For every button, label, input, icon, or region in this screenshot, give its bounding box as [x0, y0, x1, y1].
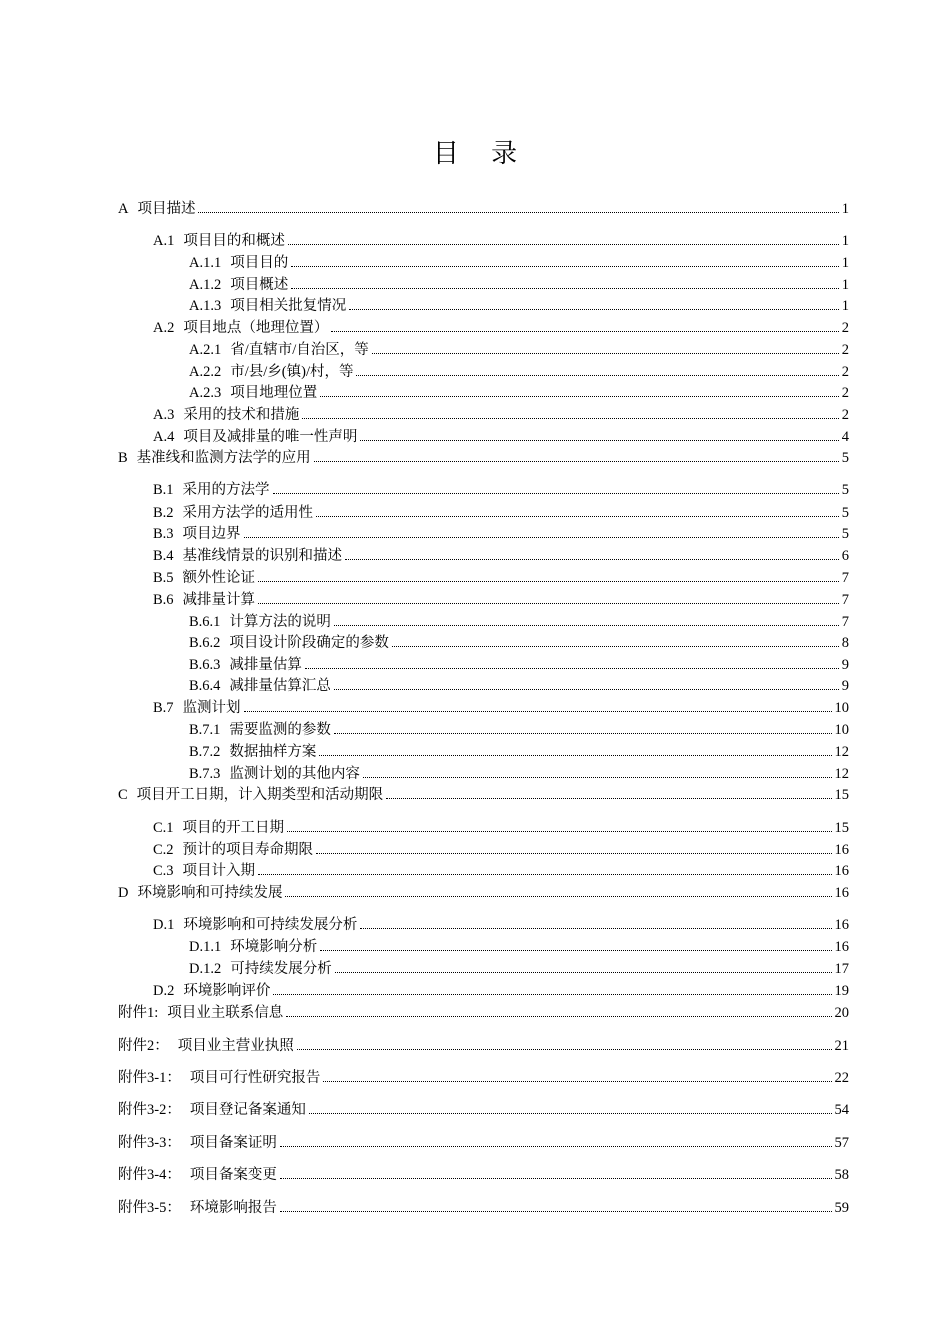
- dot-leader: [360, 440, 838, 441]
- toc-entry-page: 17: [834, 961, 849, 977]
- toc-entry[interactable]: [0, 742, 950, 762]
- dot-leader: [258, 603, 839, 604]
- toc-entry-label: [118, 1133, 277, 1153]
- toc-entry-label: [189, 340, 369, 360]
- toc-entry-page: 2: [841, 342, 849, 358]
- toc-entry-text: 环境影响评价: [183, 983, 271, 999]
- toc-entry-label: [153, 568, 255, 588]
- toc-entry[interactable]: [0, 427, 950, 447]
- toc-entry-label: [118, 883, 282, 903]
- dot-leader: [280, 1211, 832, 1212]
- toc-entry-text: 采用的技术和措施: [183, 407, 300, 423]
- toc-entry[interactable]: [0, 362, 950, 382]
- toc-entry-number: B.5: [153, 570, 174, 586]
- toc-entry-label: [153, 698, 241, 718]
- toc-entry-page: 5: [841, 526, 849, 542]
- toc-entry-page: 2: [841, 407, 849, 423]
- toc-entry-number: B.7.1: [189, 722, 221, 738]
- toc-entry-text: 环境影响和可持续发展: [137, 885, 283, 901]
- toc-entry[interactable]: [0, 1036, 950, 1056]
- toc-entry-label: [153, 503, 313, 523]
- toc-entry-text: 基准线和监测方法学的应用: [136, 450, 311, 466]
- toc-entry-page: 10: [834, 722, 849, 738]
- toc-entry-number: D.2: [153, 983, 175, 999]
- toc-entry[interactable]: [0, 840, 950, 860]
- dot-leader: [349, 309, 839, 310]
- toc-entry[interactable]: [0, 1165, 950, 1185]
- toc-entry-label: [118, 199, 195, 219]
- toc-entry-number: 附件2：: [118, 1038, 169, 1054]
- toc-entry-label: [153, 480, 270, 500]
- toc-entry-text: 项目备案证明: [189, 1135, 277, 1151]
- toc-entry-page: 12: [834, 766, 849, 782]
- toc-entry-page: 5: [841, 505, 849, 521]
- toc-entry[interactable]: [0, 296, 950, 316]
- toc-entry-page: 8: [841, 635, 849, 651]
- toc-entry-number: 附件3-2：: [118, 1102, 181, 1118]
- toc-entry-text: 项目目的和概述: [183, 233, 285, 249]
- toc-entry-text: 项目目的: [230, 255, 289, 271]
- toc-entry-text: 项目业主营业执照: [177, 1038, 294, 1054]
- toc-entry-text: 预计的项目寿命期限: [182, 842, 314, 858]
- toc-entry-number: A.2: [153, 320, 175, 336]
- toc-entry-number: A.4: [153, 429, 175, 445]
- dot-leader: [320, 950, 831, 951]
- toc-entry-text: 额外性论证: [182, 570, 256, 586]
- toc-entry-page: 2: [841, 320, 849, 336]
- dot-leader: [302, 418, 838, 419]
- toc-entry-label: [153, 981, 270, 1001]
- toc-entry-label: [153, 818, 284, 838]
- toc-entry-label: [118, 1100, 306, 1120]
- toc-entry-page: 16: [834, 939, 849, 955]
- toc-entry-label: [189, 937, 317, 957]
- toc-entry[interactable]: [0, 764, 950, 784]
- toc-entry-number: A.2.1: [189, 342, 222, 358]
- toc-entry-page: 16: [834, 885, 849, 901]
- toc-entry-text: 项目地点（地理位置）: [183, 320, 329, 336]
- toc-entry-label: [189, 764, 360, 784]
- toc-entry[interactable]: [0, 915, 950, 935]
- toc-entry-label: [153, 524, 241, 544]
- dot-leader: [287, 831, 831, 832]
- toc-entry-label: [189, 296, 346, 316]
- toc-entry-page: 2: [841, 364, 849, 380]
- toc-entry-number: C.1: [153, 820, 174, 836]
- dot-leader: [392, 646, 839, 647]
- toc-entry-text: 项目备案变更: [189, 1167, 277, 1183]
- toc-entry-number: A.2.3: [189, 385, 222, 401]
- toc-entry-page: 9: [841, 657, 849, 673]
- toc-entry-page: 1: [841, 277, 849, 293]
- toc-entry-number: B.4: [153, 548, 174, 564]
- dot-leader: [363, 777, 832, 778]
- toc-entry-text: 项目边界: [182, 526, 241, 542]
- toc-entry-page: 16: [834, 842, 849, 858]
- toc-entry-text: 项目相关批复情况: [230, 298, 347, 314]
- dot-leader: [316, 516, 839, 517]
- toc-entry[interactable]: [0, 253, 950, 273]
- toc-entry-number: C: [118, 787, 128, 803]
- toc-entry-page: 5: [841, 482, 849, 498]
- toc-entry-number: B.6.4: [189, 678, 221, 694]
- toc-entry-number: B.2: [153, 505, 174, 521]
- toc-entry-label: [153, 318, 328, 338]
- dot-leader: [386, 798, 831, 799]
- toc-entry[interactable]: [0, 1003, 950, 1023]
- toc-entry-page: 19: [834, 983, 849, 999]
- toc-entry-number: B.6.3: [189, 657, 221, 673]
- toc-entry-label: [189, 655, 302, 675]
- toc-entry-text: 项目登记备案通知: [189, 1102, 306, 1118]
- toc-entry-number: B.6.1: [189, 614, 221, 630]
- toc-entry[interactable]: [0, 818, 950, 838]
- toc-entry-number: 附件3-1：: [118, 1070, 181, 1086]
- dot-leader: [273, 994, 831, 995]
- toc-entry-page: 9: [841, 678, 849, 694]
- toc-entry-number: A.1.1: [189, 255, 222, 271]
- toc-entry[interactable]: [0, 1068, 950, 1088]
- dot-leader: [258, 874, 831, 875]
- toc-entry-text: 采用方法学的适用性: [182, 505, 314, 521]
- toc-entry-page: 7: [841, 614, 849, 630]
- dot-leader: [285, 896, 831, 897]
- toc-entry[interactable]: [0, 590, 950, 610]
- toc-entry-text: 需要监测的参数: [229, 722, 331, 738]
- dot-leader: [280, 1178, 832, 1179]
- dot-leader: [244, 711, 832, 712]
- dot-leader: [334, 625, 839, 626]
- dot-leader: [360, 928, 831, 929]
- toc-entry-page: 58: [834, 1167, 849, 1183]
- dot-leader: [288, 244, 839, 245]
- toc-entry-page: 21: [834, 1038, 849, 1054]
- toc-entry-number: B.3: [153, 526, 174, 542]
- toc-entry[interactable]: [0, 275, 950, 295]
- dot-leader: [291, 288, 839, 289]
- toc-entry-number: 附件3-5：: [118, 1200, 181, 1216]
- dot-leader: [334, 733, 832, 734]
- toc-entry[interactable]: [0, 861, 950, 881]
- toc-entry-number: C.2: [153, 842, 174, 858]
- toc-entry-number: B.7.3: [189, 766, 221, 782]
- toc-entry-label: [153, 861, 255, 881]
- toc-entry-number: B: [118, 450, 128, 466]
- toc-entry-text: 省/直辖市/自治区，等: [230, 342, 369, 358]
- dot-leader: [297, 1049, 832, 1050]
- toc-entry[interactable]: [0, 383, 950, 403]
- toc-entry[interactable]: [0, 546, 950, 566]
- toc-entry-page: 6: [841, 548, 849, 564]
- toc-entry-number: A.1.2: [189, 277, 222, 293]
- toc-entry-page: 7: [841, 570, 849, 586]
- toc-entry-page: 15: [834, 787, 849, 803]
- toc-entry-page: 1: [841, 298, 849, 314]
- toc-entry[interactable]: [0, 568, 950, 588]
- toc-entry-text: 数据抽样方案: [229, 744, 317, 760]
- toc-entry-label: [189, 676, 331, 696]
- toc-entry-page: 1: [841, 255, 849, 271]
- toc-entry[interactable]: [0, 655, 950, 675]
- dot-leader: [323, 1081, 831, 1082]
- toc-entry[interactable]: [0, 405, 950, 425]
- toc-entry-text: 项目业主联系信息: [167, 1005, 284, 1021]
- toc-entry-number: C.3: [153, 863, 174, 879]
- toc-entry[interactable]: [0, 448, 950, 468]
- toc-entry-text: 减排量估算: [229, 657, 302, 673]
- toc-entry-label: [153, 405, 299, 425]
- dot-leader: [244, 537, 839, 538]
- toc-entry[interactable]: [0, 1198, 950, 1218]
- toc-entry[interactable]: [0, 676, 950, 696]
- toc-entry[interactable]: [0, 1100, 950, 1120]
- toc-entry[interactable]: [0, 231, 950, 251]
- toc-entry-text: 项目开工日期，计入期类型和活动期限: [136, 787, 384, 803]
- toc-entry-page: 16: [834, 863, 849, 879]
- dot-leader: [334, 689, 839, 690]
- toc-entry-text: 项目及减排量的唯一性声明: [183, 429, 358, 445]
- toc-entry-text: 环境影响和可持续发展分析: [183, 917, 358, 933]
- toc-entry-label: [189, 253, 288, 273]
- toc-entry[interactable]: [0, 785, 950, 805]
- toc-entry-text: 项目的开工日期: [182, 820, 285, 836]
- toc-entry-label: [153, 840, 313, 860]
- toc-entry-label: [189, 612, 331, 632]
- toc-entry[interactable]: [0, 937, 950, 957]
- toc-entry[interactable]: [0, 981, 950, 1001]
- toc-entry-page: 54: [834, 1102, 849, 1118]
- dot-leader: [319, 755, 831, 756]
- toc-entry-page: 7: [841, 592, 849, 608]
- dot-leader: [286, 1016, 831, 1017]
- toc-entry-page: 2: [841, 385, 849, 401]
- toc-entry-label: [118, 1165, 277, 1185]
- toc-entry-text: 计算方法的说明: [229, 614, 331, 630]
- toc-entry-label: [153, 427, 357, 447]
- toc-entry-number: 附件1:: [118, 1005, 159, 1021]
- toc-entry[interactable]: [0, 503, 950, 523]
- toc-entry-page: 15: [834, 820, 849, 836]
- toc-entry-label: [118, 1036, 294, 1056]
- toc-entry-label: [118, 1198, 277, 1218]
- toc-entry-label: [189, 633, 389, 653]
- toc-entry-page: 16: [834, 917, 849, 933]
- toc-entry-text: 减排量估算汇总: [229, 678, 331, 694]
- toc-entry[interactable]: [0, 698, 950, 718]
- toc-entry-label: [118, 448, 311, 468]
- toc-entry-number: B.1: [153, 482, 174, 498]
- toc-entry-text: 项目描述: [137, 201, 196, 217]
- toc-entry[interactable]: [0, 612, 950, 632]
- toc-entry-text: 监测计划的其他内容: [229, 766, 360, 782]
- dot-leader: [331, 331, 838, 332]
- toc-entry-page: 22: [834, 1070, 849, 1086]
- toc-entry-number: A.1.3: [189, 298, 222, 314]
- dot-leader: [305, 668, 839, 669]
- toc-entry-number: B.6: [153, 592, 174, 608]
- toc-entry-label: [189, 720, 331, 740]
- dot-leader: [291, 266, 839, 267]
- toc-entry-text: 项目可行性研究报告: [189, 1070, 321, 1086]
- toc-entry[interactable]: [0, 720, 950, 740]
- toc-entry-text: 可持续发展分析: [230, 961, 332, 977]
- toc-entry[interactable]: [0, 199, 950, 219]
- toc-entry-number: A.2.2: [189, 364, 222, 380]
- toc-entry-page: 57: [834, 1135, 849, 1151]
- toc-entry-number: 附件3-3：: [118, 1135, 181, 1151]
- dot-leader: [345, 559, 839, 560]
- toc-entry-text: 项目概述: [230, 277, 289, 293]
- toc-entry-label: [153, 590, 255, 610]
- dot-leader: [356, 375, 838, 376]
- toc-entry-page: 12: [834, 744, 849, 760]
- toc-entry-text: 项目设计阶段确定的参数: [229, 635, 389, 651]
- toc-entry-text: 环境影响分析: [230, 939, 318, 955]
- toc-entry-text: 采用的方法学: [182, 482, 270, 498]
- dot-leader: [314, 461, 839, 462]
- dot-leader: [309, 1113, 832, 1114]
- toc-entry-text: 减排量计算: [182, 592, 256, 608]
- toc-entry[interactable]: [0, 318, 950, 338]
- toc-entry-number: B.7: [153, 700, 174, 716]
- toc-entry[interactable]: [0, 340, 950, 360]
- toc-entry-number: A.3: [153, 407, 175, 423]
- toc-entry-text: 环境影响报告: [189, 1200, 277, 1216]
- toc-entry-label: [153, 546, 342, 566]
- dot-leader: [316, 853, 831, 854]
- toc-entry-number: D.1.1: [189, 939, 222, 955]
- toc-entry-number: D: [118, 885, 129, 901]
- toc-entry-page: 1: [841, 201, 849, 217]
- toc-entry[interactable]: [0, 1133, 950, 1153]
- toc-entry-number: D.1.2: [189, 961, 222, 977]
- toc-entry-page: 59: [834, 1200, 849, 1216]
- toc-entry-text: 市/县/乡(镇)/村，等: [230, 364, 354, 380]
- toc-title: 目 录: [432, 139, 530, 169]
- toc-entry-text: 基准线情景的识别和描述: [182, 548, 343, 564]
- dot-leader: [280, 1146, 832, 1147]
- toc-entry-page: 10: [834, 700, 849, 716]
- toc-entry-text: 监测计划: [182, 700, 241, 716]
- toc-entry[interactable]: [0, 959, 950, 979]
- toc-entry-number: A: [118, 201, 129, 217]
- toc-entry-label: [153, 231, 285, 251]
- toc-entry-label: [118, 785, 383, 805]
- toc-entry-page: 4: [841, 429, 849, 445]
- toc-entry-page: 1: [841, 233, 849, 249]
- toc-entry-label: [118, 1003, 283, 1023]
- toc-entry-number: B.6.2: [189, 635, 221, 651]
- dot-leader: [320, 396, 839, 397]
- toc-entry-page: 5: [841, 450, 849, 466]
- toc-entry-label: [189, 742, 316, 762]
- dot-leader: [273, 493, 839, 494]
- toc-entry-label: [189, 383, 317, 403]
- toc-entry[interactable]: [0, 883, 950, 903]
- toc-entry-number: B.7.2: [189, 744, 221, 760]
- toc-entry-label: [118, 1068, 320, 1088]
- toc-entry-label: [189, 275, 288, 295]
- dot-leader: [198, 212, 838, 213]
- toc-entry-number: A.1: [153, 233, 175, 249]
- toc-entry-number: 附件3-4：: [118, 1167, 181, 1183]
- toc-entry-number: D.1: [153, 917, 175, 933]
- toc-entry-label: [189, 362, 353, 382]
- toc-entry-label: [153, 915, 357, 935]
- dot-leader: [258, 581, 839, 582]
- toc-entry[interactable]: [0, 633, 950, 653]
- dot-leader: [335, 972, 832, 973]
- toc-entry[interactable]: [0, 524, 950, 544]
- toc-entry-text: 项目计入期: [182, 863, 256, 879]
- toc-entry-text: 项目地理位置: [230, 385, 318, 401]
- dot-leader: [372, 353, 839, 354]
- toc-entry-label: [189, 959, 332, 979]
- toc-entry-page: 20: [834, 1005, 849, 1021]
- toc-entry[interactable]: [0, 480, 950, 500]
